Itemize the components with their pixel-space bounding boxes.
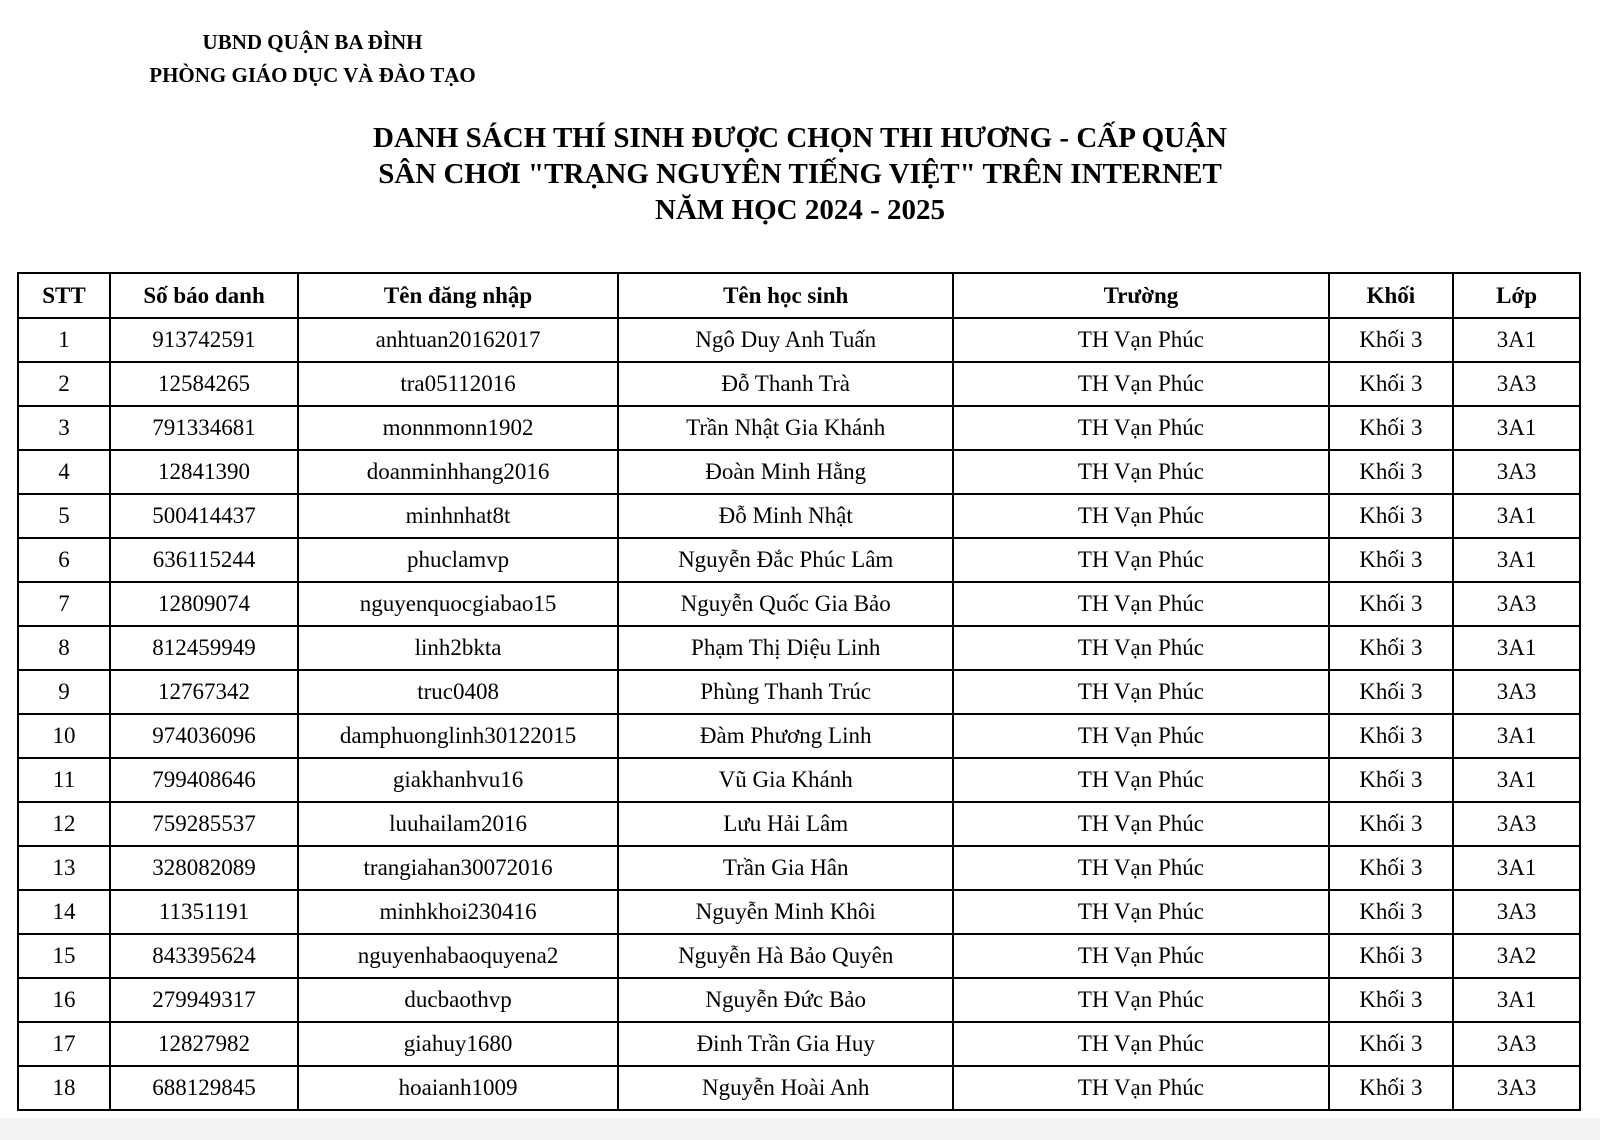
cell-school: TH Vạn Phúc <box>953 318 1328 362</box>
cell-class: 3A3 <box>1453 1022 1580 1066</box>
cell-candidate-number: 12584265 <box>110 362 298 406</box>
cell-username: nguyenhabaoquyena2 <box>298 934 618 978</box>
cell-class: 3A1 <box>1453 494 1580 538</box>
page-bottom-strip <box>0 1118 1600 1140</box>
title-line-2: SÂN CHƠI "TRẠNG NGUYÊN TIẾNG VIỆT" TRÊN INTERNET <box>378 158 1222 190</box>
cell-class: 3A3 <box>1453 450 1580 494</box>
cell-school: TH Vạn Phúc <box>953 1022 1328 1066</box>
document-title <box>0 120 1600 228</box>
cell-grade: Khối 3 <box>1329 450 1454 494</box>
cell-school: TH Vạn Phúc <box>953 450 1328 494</box>
table-row <box>18 890 1580 934</box>
cell-stt: 8 <box>18 626 110 670</box>
cell-candidate-number: 812459949 <box>110 626 298 670</box>
table-row <box>18 582 1580 626</box>
cell-grade: Khối 3 <box>1329 1022 1454 1066</box>
cell-grade: Khối 3 <box>1329 362 1454 406</box>
cell-class: 3A1 <box>1453 626 1580 670</box>
cell-grade: Khối 3 <box>1329 626 1454 670</box>
cell-class: 3A1 <box>1453 538 1580 582</box>
cell-school: TH Vạn Phúc <box>953 978 1328 1022</box>
cell-school: TH Vạn Phúc <box>953 934 1328 978</box>
cell-stt: 2 <box>18 362 110 406</box>
table-row <box>18 802 1580 846</box>
table-row <box>18 318 1580 362</box>
table-body <box>18 318 1580 1110</box>
cell-grade: Khối 3 <box>1329 714 1454 758</box>
cell-stt: 16 <box>18 978 110 1022</box>
cell-stt: 11 <box>18 758 110 802</box>
cell-student-name: Nguyễn Đức Bảo <box>618 978 953 1022</box>
cell-candidate-number: 974036096 <box>110 714 298 758</box>
cell-class: 3A3 <box>1453 802 1580 846</box>
table-row <box>18 1066 1580 1110</box>
cell-school: TH Vạn Phúc <box>953 890 1328 934</box>
cell-school: TH Vạn Phúc <box>953 362 1328 406</box>
cell-stt: 14 <box>18 890 110 934</box>
cell-grade: Khối 3 <box>1329 318 1454 362</box>
column-header-candidate-number: Số báo danh <box>110 273 298 318</box>
cell-candidate-number: 636115244 <box>110 538 298 582</box>
cell-school: TH Vạn Phúc <box>953 494 1328 538</box>
cell-username: anhtuan20162017 <box>298 318 618 362</box>
cell-student-name: Đỗ Thanh Trà <box>618 362 953 406</box>
student-list-table <box>17 272 1581 1111</box>
cell-student-name: Ngô Duy Anh Tuấn <box>618 318 953 362</box>
cell-username: giahuy1680 <box>298 1022 618 1066</box>
cell-class: 3A1 <box>1453 758 1580 802</box>
cell-candidate-number: 328082089 <box>110 846 298 890</box>
cell-school: TH Vạn Phúc <box>953 758 1328 802</box>
cell-candidate-number: 12767342 <box>110 670 298 714</box>
cell-stt: 17 <box>18 1022 110 1066</box>
cell-candidate-number: 913742591 <box>110 318 298 362</box>
table-row <box>18 362 1580 406</box>
cell-stt: 6 <box>18 538 110 582</box>
cell-username: nguyenquocgiabao15 <box>298 582 618 626</box>
cell-grade: Khối 3 <box>1329 802 1454 846</box>
table-row <box>18 538 1580 582</box>
cell-school: TH Vạn Phúc <box>953 714 1328 758</box>
cell-student-name: Đàm Phương Linh <box>618 714 953 758</box>
cell-grade: Khối 3 <box>1329 406 1454 450</box>
cell-school: TH Vạn Phúc <box>953 802 1328 846</box>
cell-candidate-number: 279949317 <box>110 978 298 1022</box>
cell-grade: Khối 3 <box>1329 582 1454 626</box>
cell-username: phuclamvp <box>298 538 618 582</box>
column-header-grade: Khối <box>1329 273 1454 318</box>
cell-student-name: Vũ Gia Khánh <box>618 758 953 802</box>
cell-student-name: Trần Gia Hân <box>618 846 953 890</box>
column-header-class: Lớp <box>1453 273 1580 318</box>
table-row <box>18 1022 1580 1066</box>
cell-school: TH Vạn Phúc <box>953 1066 1328 1110</box>
cell-username: linh2bkta <box>298 626 618 670</box>
cell-class: 3A3 <box>1453 1066 1580 1110</box>
cell-stt: 13 <box>18 846 110 890</box>
issuing-organization <box>130 26 495 92</box>
cell-grade: Khối 3 <box>1329 538 1454 582</box>
column-header-school: Trường <box>953 273 1328 318</box>
table-row <box>18 450 1580 494</box>
cell-school: TH Vạn Phúc <box>953 626 1328 670</box>
cell-school: TH Vạn Phúc <box>953 582 1328 626</box>
column-header-username: Tên đăng nhập <box>298 273 618 318</box>
cell-grade: Khối 3 <box>1329 670 1454 714</box>
cell-username: minhnhat8t <box>298 494 618 538</box>
title-line-1: DANH SÁCH THÍ SINH ĐƯỢC CHỌN THI HƯƠNG - CẤP QUẬN <box>373 122 1227 154</box>
cell-student-name: Nguyễn Quốc Gia Bảo <box>618 582 953 626</box>
cell-username: damphuonglinh30122015 <box>298 714 618 758</box>
cell-username: truc0408 <box>298 670 618 714</box>
cell-grade: Khối 3 <box>1329 494 1454 538</box>
cell-school: TH Vạn Phúc <box>953 670 1328 714</box>
cell-grade: Khối 3 <box>1329 978 1454 1022</box>
cell-candidate-number: 759285537 <box>110 802 298 846</box>
cell-grade: Khối 3 <box>1329 890 1454 934</box>
table-row <box>18 978 1580 1022</box>
cell-student-name: Nguyễn Đắc Phúc Lâm <box>618 538 953 582</box>
cell-stt: 4 <box>18 450 110 494</box>
cell-class: 3A1 <box>1453 318 1580 362</box>
cell-student-name: Nguyễn Minh Khôi <box>618 890 953 934</box>
table-header-row <box>18 273 1580 318</box>
column-header-student-name: Tên học sinh <box>618 273 953 318</box>
org-department-name: PHÒNG GIÁO DỤC VÀ ĐÀO TẠO <box>149 63 476 87</box>
cell-school: TH Vạn Phúc <box>953 538 1328 582</box>
cell-stt: 15 <box>18 934 110 978</box>
table-row <box>18 670 1580 714</box>
cell-class: 3A1 <box>1453 406 1580 450</box>
cell-username: monnmonn1902 <box>298 406 618 450</box>
cell-candidate-number: 11351191 <box>110 890 298 934</box>
cell-username: trangiahan30072016 <box>298 846 618 890</box>
cell-student-name: Đỗ Minh Nhật <box>618 494 953 538</box>
cell-class: 3A3 <box>1453 670 1580 714</box>
org-district-name: UBND QUẬN BA ĐÌNH <box>202 30 423 54</box>
cell-grade: Khối 3 <box>1329 846 1454 890</box>
cell-grade: Khối 3 <box>1329 1066 1454 1110</box>
cell-class: 3A1 <box>1453 978 1580 1022</box>
cell-school: TH Vạn Phúc <box>953 846 1328 890</box>
cell-student-name: Đinh Trần Gia Huy <box>618 1022 953 1066</box>
cell-candidate-number: 500414437 <box>110 494 298 538</box>
table-row <box>18 494 1580 538</box>
cell-student-name: Nguyễn Hoài Anh <box>618 1066 953 1110</box>
cell-class: 3A1 <box>1453 846 1580 890</box>
column-header-stt: STT <box>18 273 110 318</box>
cell-class: 3A1 <box>1453 714 1580 758</box>
cell-student-name: Phùng Thanh Trúc <box>618 670 953 714</box>
cell-grade: Khối 3 <box>1329 758 1454 802</box>
table-row <box>18 406 1580 450</box>
table-row <box>18 934 1580 978</box>
cell-stt: 3 <box>18 406 110 450</box>
cell-candidate-number: 843395624 <box>110 934 298 978</box>
cell-candidate-number: 12841390 <box>110 450 298 494</box>
cell-username: tra05112016 <box>298 362 618 406</box>
cell-username: ducbaothvp <box>298 978 618 1022</box>
table-row <box>18 714 1580 758</box>
cell-class: 3A3 <box>1453 362 1580 406</box>
cell-class: 3A3 <box>1453 582 1580 626</box>
table-row <box>18 626 1580 670</box>
table-row <box>18 846 1580 890</box>
cell-grade: Khối 3 <box>1329 934 1454 978</box>
cell-candidate-number: 12809074 <box>110 582 298 626</box>
cell-stt: 12 <box>18 802 110 846</box>
cell-stt: 5 <box>18 494 110 538</box>
cell-candidate-number: 688129845 <box>110 1066 298 1110</box>
title-line-3: NĂM HỌC 2024 - 2025 <box>655 194 945 226</box>
cell-class: 3A3 <box>1453 890 1580 934</box>
cell-stt: 10 <box>18 714 110 758</box>
cell-candidate-number: 791334681 <box>110 406 298 450</box>
cell-student-name: Nguyễn Hà Bảo Quyên <box>618 934 953 978</box>
cell-username: hoaianh1009 <box>298 1066 618 1110</box>
cell-student-name: Đoàn Minh Hằng <box>618 450 953 494</box>
cell-username: doanminhhang2016 <box>298 450 618 494</box>
cell-username: minhkhoi230416 <box>298 890 618 934</box>
cell-stt: 9 <box>18 670 110 714</box>
cell-class: 3A2 <box>1453 934 1580 978</box>
cell-student-name: Trần Nhật Gia Khánh <box>618 406 953 450</box>
cell-student-name: Lưu Hải Lâm <box>618 802 953 846</box>
cell-username: giakhanhvu16 <box>298 758 618 802</box>
cell-stt: 1 <box>18 318 110 362</box>
cell-student-name: Phạm Thị Diệu Linh <box>618 626 953 670</box>
cell-stt: 7 <box>18 582 110 626</box>
cell-stt: 18 <box>18 1066 110 1110</box>
table-row <box>18 758 1580 802</box>
cell-username: luuhailam2016 <box>298 802 618 846</box>
cell-candidate-number: 799408646 <box>110 758 298 802</box>
cell-school: TH Vạn Phúc <box>953 406 1328 450</box>
cell-candidate-number: 12827982 <box>110 1022 298 1066</box>
